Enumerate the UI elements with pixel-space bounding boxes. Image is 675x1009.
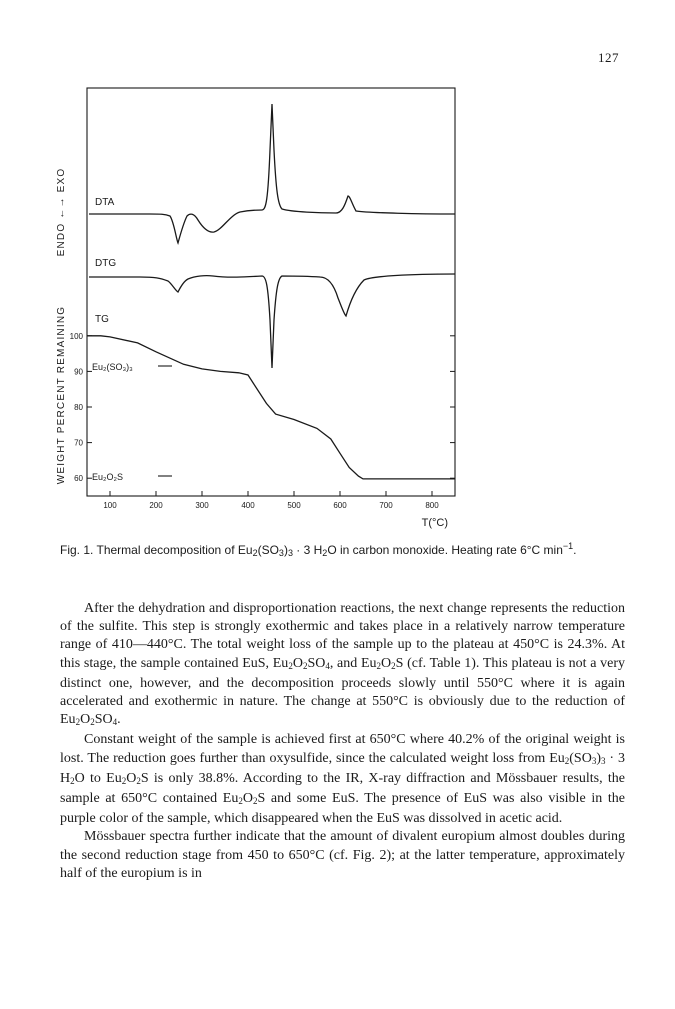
x-tick-label: 200 <box>149 501 163 510</box>
y-tick-label: 60 <box>74 474 83 484</box>
paragraph: After the dehydration and disproportionation reactions, the next change represents the reduction of the sulfite. This step is strongly exothermic and takes place in a relatively narrow temperature range of 410—440°C. The total weight loss of the sample up to the plateau at 450°C is 24.3%. At this stage, the sample contained EuS, $Eu_2O_2SO_4$, and $Eu_2O_2S$ (cf. Table 1). This plateau is not a very distinct one, however, and the decomposition proceeds slowly until 550°C where it is again accelerated and exothermic in nature. The change at 550°C is obviously due to the reduction of $Eu_2O_2SO_4$. <box>60 601 626 728</box>
x-tick-label: 500 <box>287 501 301 510</box>
plot-frame <box>87 88 455 496</box>
paragraph: Mössbauer spectra further indicate that the amount of divalent europium almost doubles during the second reduction stage from 450 to 650°C (cf. Fig. 2); at the latter temperature, approximately half of the europium is in <box>60 829 625 881</box>
dta-curve <box>89 104 455 243</box>
x-tick-label: 300 <box>195 501 209 510</box>
page-number: 127 <box>598 50 619 65</box>
weight-percent-label: WEIGHT PERCENT REMAINING <box>56 305 67 485</box>
paragraph: Constant weight of the sample is achieved first at 650°C where 40.2% of the original weight is lost. The reduction goes further than oxysulfide, since the calculated weight loss from $Eu_2(SO_3)_3 \cdot 3$ $H_2O$ to $Eu_2O_2S$ is only 38.8%. According to the IR, X-ray diffraction and Mössbauer results, the sample at 650°C contained $Eu_2O_2S$ and some EuS. The presence of EuS was also visible in the purple color of the sample, which disappeared when the EuS was dissolved in acetic acid. <box>60 732 625 827</box>
y-tick-label: 70 <box>74 438 83 448</box>
y-tick-label: 100 <box>69 331 83 341</box>
caption-lead: Fig. 1. <box>60 543 94 557</box>
figure-caption <box>60 538 625 561</box>
y-tick-label: 80 <box>74 403 83 412</box>
x-tick-label: 100 <box>103 501 117 510</box>
sulfate-level-label: Eu₂(SO₃)₃ <box>92 362 133 372</box>
x-axis-title: T(°C) <box>421 517 448 529</box>
y-tick-label: 90 <box>74 367 83 377</box>
dta-label: DTA <box>95 197 115 208</box>
body-text <box>60 600 625 883</box>
tg-label: TG <box>95 314 109 325</box>
x-tick-label: 600 <box>333 501 347 510</box>
endo-exo-label: ENDO ←→ EXO <box>56 167 67 257</box>
x-tick-label: 800 <box>425 501 439 510</box>
oxysulfide-level-label: Eu₂O₂S <box>92 472 123 482</box>
caption-text: Thermal decomposition of $Eu_2(SO_3)_3 \cdot 3$ $H_2O$ in carbon monoxide. Heating rate 6°C $\min^{-1}$. <box>96 541 577 558</box>
x-tick-label: 400 <box>241 501 255 510</box>
dtg-curve <box>89 274 455 368</box>
x-tick-label: 700 <box>379 501 393 510</box>
dtg-label: DTG <box>95 258 117 269</box>
